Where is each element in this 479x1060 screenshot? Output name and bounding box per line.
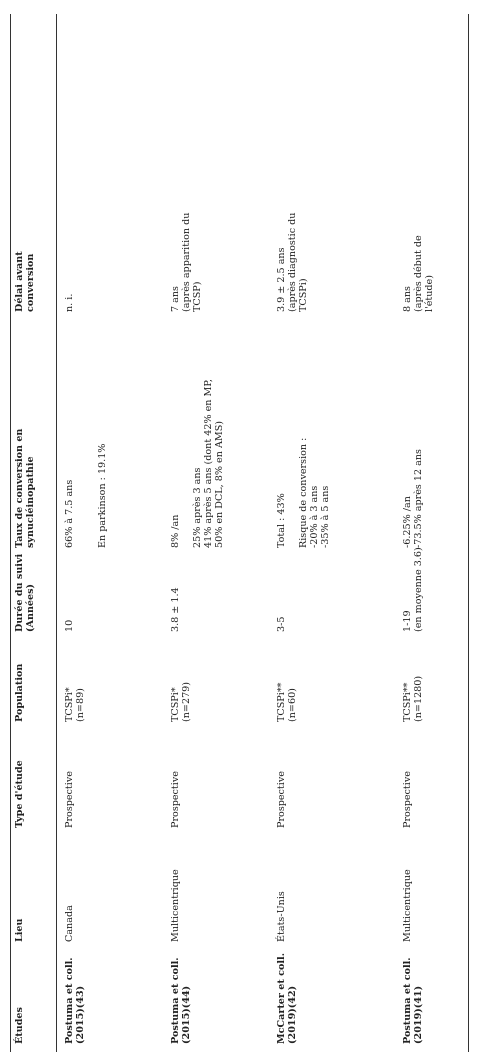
cell-line: Prospective — [64, 771, 75, 828]
conversion-rate-cell — [276, 438, 331, 548]
cell-line: (après début de — [413, 235, 424, 312]
cell-line: Postuma et coll. — [402, 957, 413, 1044]
cell-line: -20% à 3 ans — [309, 485, 320, 548]
study-cell — [276, 953, 298, 1044]
cell-line: -6.25% /an — [402, 496, 413, 548]
study-cell — [64, 957, 86, 1044]
cell-line: TCSP) — [192, 281, 203, 312]
population-cell — [276, 683, 298, 722]
cell-line: 41% après 5 ans (dont 42% en MP, — [203, 379, 214, 548]
followup-cell — [64, 620, 75, 632]
cell-line: Postuma et coll. — [170, 957, 181, 1044]
cell-line: Prospective — [170, 771, 181, 828]
cell-line: Risque de conversion : — [298, 437, 309, 548]
cell-line: (après diagnostic du — [287, 212, 298, 312]
header-lieu: Lieu — [14, 918, 25, 942]
cell-line: (n=89) — [75, 688, 86, 722]
location-cell — [276, 891, 287, 942]
delay-cell — [64, 294, 75, 312]
cell-line: TCSPi* — [170, 687, 181, 722]
location-cell — [402, 869, 413, 942]
cell-line — [86, 444, 97, 548]
cell-line: l'étude) — [424, 275, 435, 312]
cell-line: En parkinson : 19.1% — [97, 443, 108, 548]
header-type: Type d'étude — [14, 760, 25, 828]
location-cell — [64, 905, 75, 942]
table-header-rule — [56, 14, 57, 1052]
cell-line: 8% /an — [170, 514, 181, 548]
study-cell — [170, 957, 192, 1044]
conversion-rate-cell — [402, 449, 424, 548]
population-cell — [402, 676, 424, 722]
cell-line: (2015)(44) — [181, 985, 192, 1044]
delay-cell — [402, 235, 435, 312]
conversion-rate-cell — [64, 444, 108, 548]
cell-line: TCSPi* — [64, 687, 75, 722]
cell-line: 10 — [64, 619, 75, 632]
study-type-cell — [402, 771, 413, 828]
followup-cell — [276, 617, 287, 632]
cell-line: Postuma et coll. — [64, 957, 75, 1044]
cell-line: 25% après 3 ans — [192, 467, 203, 548]
cell-line: Multicentrique — [170, 869, 181, 942]
cell-line: -73.5% après 12 ans — [413, 449, 424, 548]
cell-line: (n=279) — [181, 681, 192, 722]
cell-line: (après apparition du — [181, 212, 192, 312]
cell-line: Canada — [64, 905, 75, 942]
header-population: Population — [14, 663, 25, 722]
header-etudes: Études — [14, 1007, 25, 1044]
header-taux: Taux de conversion en synucléinopathie — [14, 428, 36, 548]
cell-line: TCSPi** — [276, 682, 287, 722]
cell-line — [287, 438, 298, 548]
delay-cell — [276, 213, 309, 312]
header-delai: Délai avant conversion — [14, 251, 36, 312]
cell-line: TCSPi) — [298, 278, 309, 312]
cell-line: TCSPi** — [402, 682, 413, 722]
cell-line: Total : 43% — [276, 493, 287, 548]
cell-line: (2015)(43) — [75, 985, 86, 1044]
cell-line: (n=60) — [287, 688, 298, 722]
delay-cell — [170, 213, 203, 312]
cell-line: 8 ans — [402, 286, 413, 312]
study-type-cell — [64, 771, 75, 828]
conversion-rate-cell — [170, 379, 225, 548]
cell-line: 3.8 ± 1.4 — [170, 587, 181, 632]
cell-line: 1-19 — [402, 610, 413, 632]
cell-line: (n=1280) — [413, 675, 424, 722]
cell-line: -35% à 5 ans — [320, 485, 331, 548]
followup-cell — [402, 547, 424, 632]
cell-line: Prospective — [402, 771, 413, 828]
cell-line: États-Unis — [276, 891, 287, 942]
followup-cell — [170, 587, 181, 632]
cell-line: n. i. — [64, 293, 75, 312]
study-type-cell — [276, 771, 287, 828]
study-type-cell — [170, 771, 181, 828]
cell-line: 3-5 — [276, 616, 287, 632]
header-duree: Durée du suivi (Années) — [14, 553, 36, 632]
cell-line: 7 ans — [170, 286, 181, 312]
population-cell — [170, 682, 192, 722]
study-cell — [402, 957, 424, 1044]
cell-line: 50% en DCL, 8% en AMS) — [214, 420, 225, 548]
cell-line: Prospective — [276, 771, 287, 828]
cell-line: (2019)(41) — [413, 985, 424, 1044]
cell-line: 66% à 7.5 ans — [64, 479, 75, 548]
cell-line: Multicentrique — [402, 869, 413, 942]
population-cell — [64, 687, 86, 722]
table-top-rule — [10, 14, 11, 1052]
cell-line: McCarter et coll. — [276, 952, 287, 1044]
cell-line — [75, 444, 86, 548]
cell-line: (2019)(42) — [287, 985, 298, 1044]
cell-line — [181, 379, 192, 548]
location-cell — [170, 869, 181, 942]
cell-line: 3.9 ± 2.5 ans — [276, 247, 287, 312]
cell-line: (en moyenne 3.6) — [413, 547, 424, 632]
table-bottom-rule — [468, 14, 469, 1052]
